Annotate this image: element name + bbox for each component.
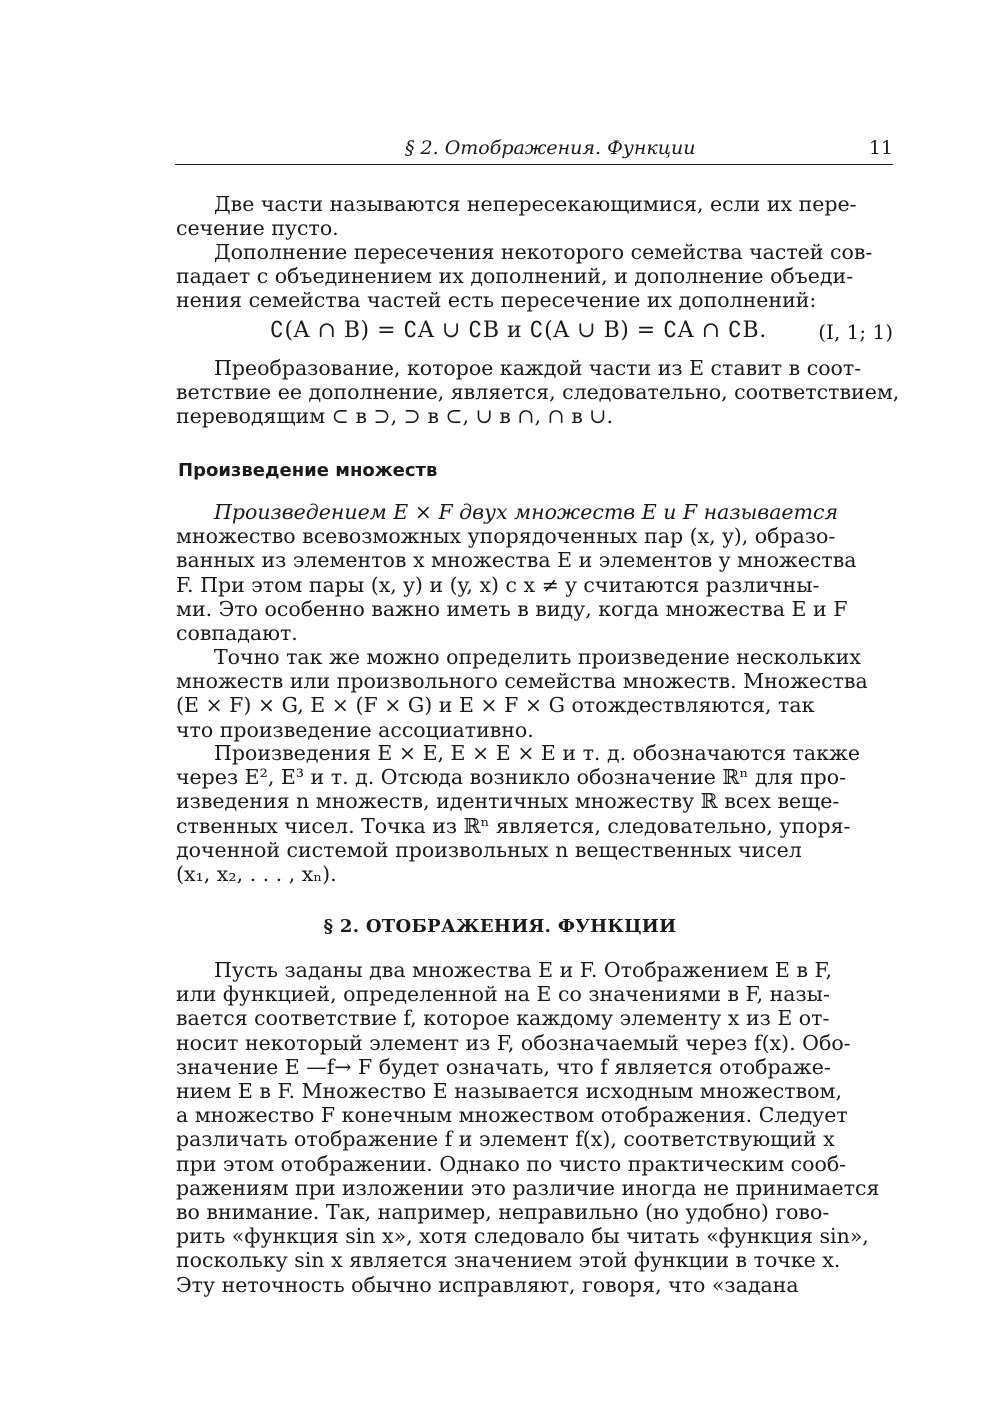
section-title: § 2. ОТОБРАЖЕНИЯ. ФУНКЦИИ (323, 916, 677, 937)
page-header (175, 132, 893, 172)
text-line: ражениям при изложении это различие иногда не принимается (176, 1175, 880, 1200)
text-line: ми. Это особенно важно иметь в виду, когда множества E и F (176, 596, 848, 621)
text-line: F. При этом пары (x, y) и (y, x) с x ≠ y считаются различны- (176, 572, 820, 597)
text-line: ственных чисел. Точка из ℝⁿ является, следовательно, упоря- (176, 813, 851, 838)
text-line: Произведения E × E, E × E × E и т. д. обозначаются также (214, 741, 860, 765)
text-line: переводящим ⊂ в ⊃, ⊃ в ⊂, ∪ в ∩, ∩ в ∪. (176, 404, 613, 429)
text-line: сечение пусто. (176, 216, 339, 241)
text-line: носит некоторый элемент из F, обозначаемый через f(x). Обо- (176, 1030, 851, 1055)
header-rule (175, 164, 893, 165)
text-line: Дополнение пересечения некоторого семейства частей сов- (214, 240, 873, 264)
text-line: Две части называются непересекающимися, если их пере- (214, 192, 857, 216)
text-line: Произведением E × F двух множеств E и F называется (214, 500, 839, 524)
page-number: 11 (868, 137, 893, 159)
text-line: при этом отображении. Однако по чисто практическим сооб- (176, 1151, 847, 1176)
paragraph-powers (176, 741, 892, 886)
text-line: множество всевозможных упорядоченных пар (x, y), образо- (176, 524, 836, 549)
text-line: ванных из элементов x множества E и элементов y множества (176, 548, 857, 573)
text-line: или функцией, определенной на E со значениями в F, назы- (176, 982, 830, 1007)
text-line: Точно так же можно определить произведение нескольких (214, 645, 861, 669)
text-line: вается соответствие f, которое каждому элементу x из E от- (176, 1006, 830, 1031)
text-line: нием E в F. Множество E называется исходным множеством, (176, 1079, 842, 1104)
text-line: изведения n множеств, идентичных множеству ℝ всех веще- (176, 789, 840, 814)
text-line: Эту неточность обычно исправляют, говоря, что «задана (176, 1272, 799, 1297)
paragraph-disjoint (176, 192, 892, 240)
text-line: ветствие ее дополнение, является, следовательно, соответствием, (176, 380, 900, 405)
text-line: (x₁, x₂, . . . , xₙ). (176, 862, 337, 887)
text-line: совпадают. (176, 621, 298, 646)
text-line: а множество F конечным множеством отображения. Следует (176, 1103, 848, 1128)
formula-de-morgan: ∁(A ∩ B) = ∁A ∪ ∁B и ∁(A ∪ B) = ∁A ∩ ∁B. (270, 318, 767, 343)
paragraph-mappings (176, 958, 892, 1297)
text-line: падает с объединением их дополнений, и дополнение объеди- (176, 264, 854, 289)
subsection-heading: Произведение множеств (178, 460, 438, 481)
text-line: доченной системой произвольных n вещественных чисел (176, 837, 802, 862)
text-line: рить «функция sin x», хотя следовало бы читать «функция sin», (176, 1224, 869, 1249)
text-line: значение E —f→ F будет означать, что f является отображе- (176, 1054, 831, 1079)
paragraph-associativity (176, 645, 892, 742)
paragraph-transformation (176, 356, 900, 429)
text-line: Преобразование, которое каждой части из E ставит в соот- (214, 356, 862, 380)
text-line: нения семейства частей есть пересечение их дополнений: (176, 288, 817, 313)
formula-tag: (I, 1; 1) (818, 320, 893, 344)
paragraph-product-definition (176, 500, 892, 645)
text-line: поскольку sin x является значением этой функции в точке x. (176, 1248, 841, 1273)
text-line: во внимание. Так, например, неправильно (но удобно) гово- (176, 1200, 830, 1225)
running-head: § 2. Отображения. Функции (405, 137, 696, 159)
text-line: что произведение ассоциативно. (176, 717, 534, 742)
text-line: различать отображение f и элемент f(x), соответствующий x (176, 1127, 835, 1152)
text-line: через E², E³ и т. д. Отсюда возникло обозначение ℝⁿ для про- (176, 765, 847, 790)
paragraph-complement (176, 240, 892, 313)
text-line: (E × F) × G, E × (F × G) и E × F × G отождествляются, так (176, 693, 815, 718)
text-line: Пусть заданы два множества E и F. Отображением E в F, (214, 958, 833, 982)
text-line: множеств или произвольного семейства множеств. Множества (176, 669, 868, 694)
